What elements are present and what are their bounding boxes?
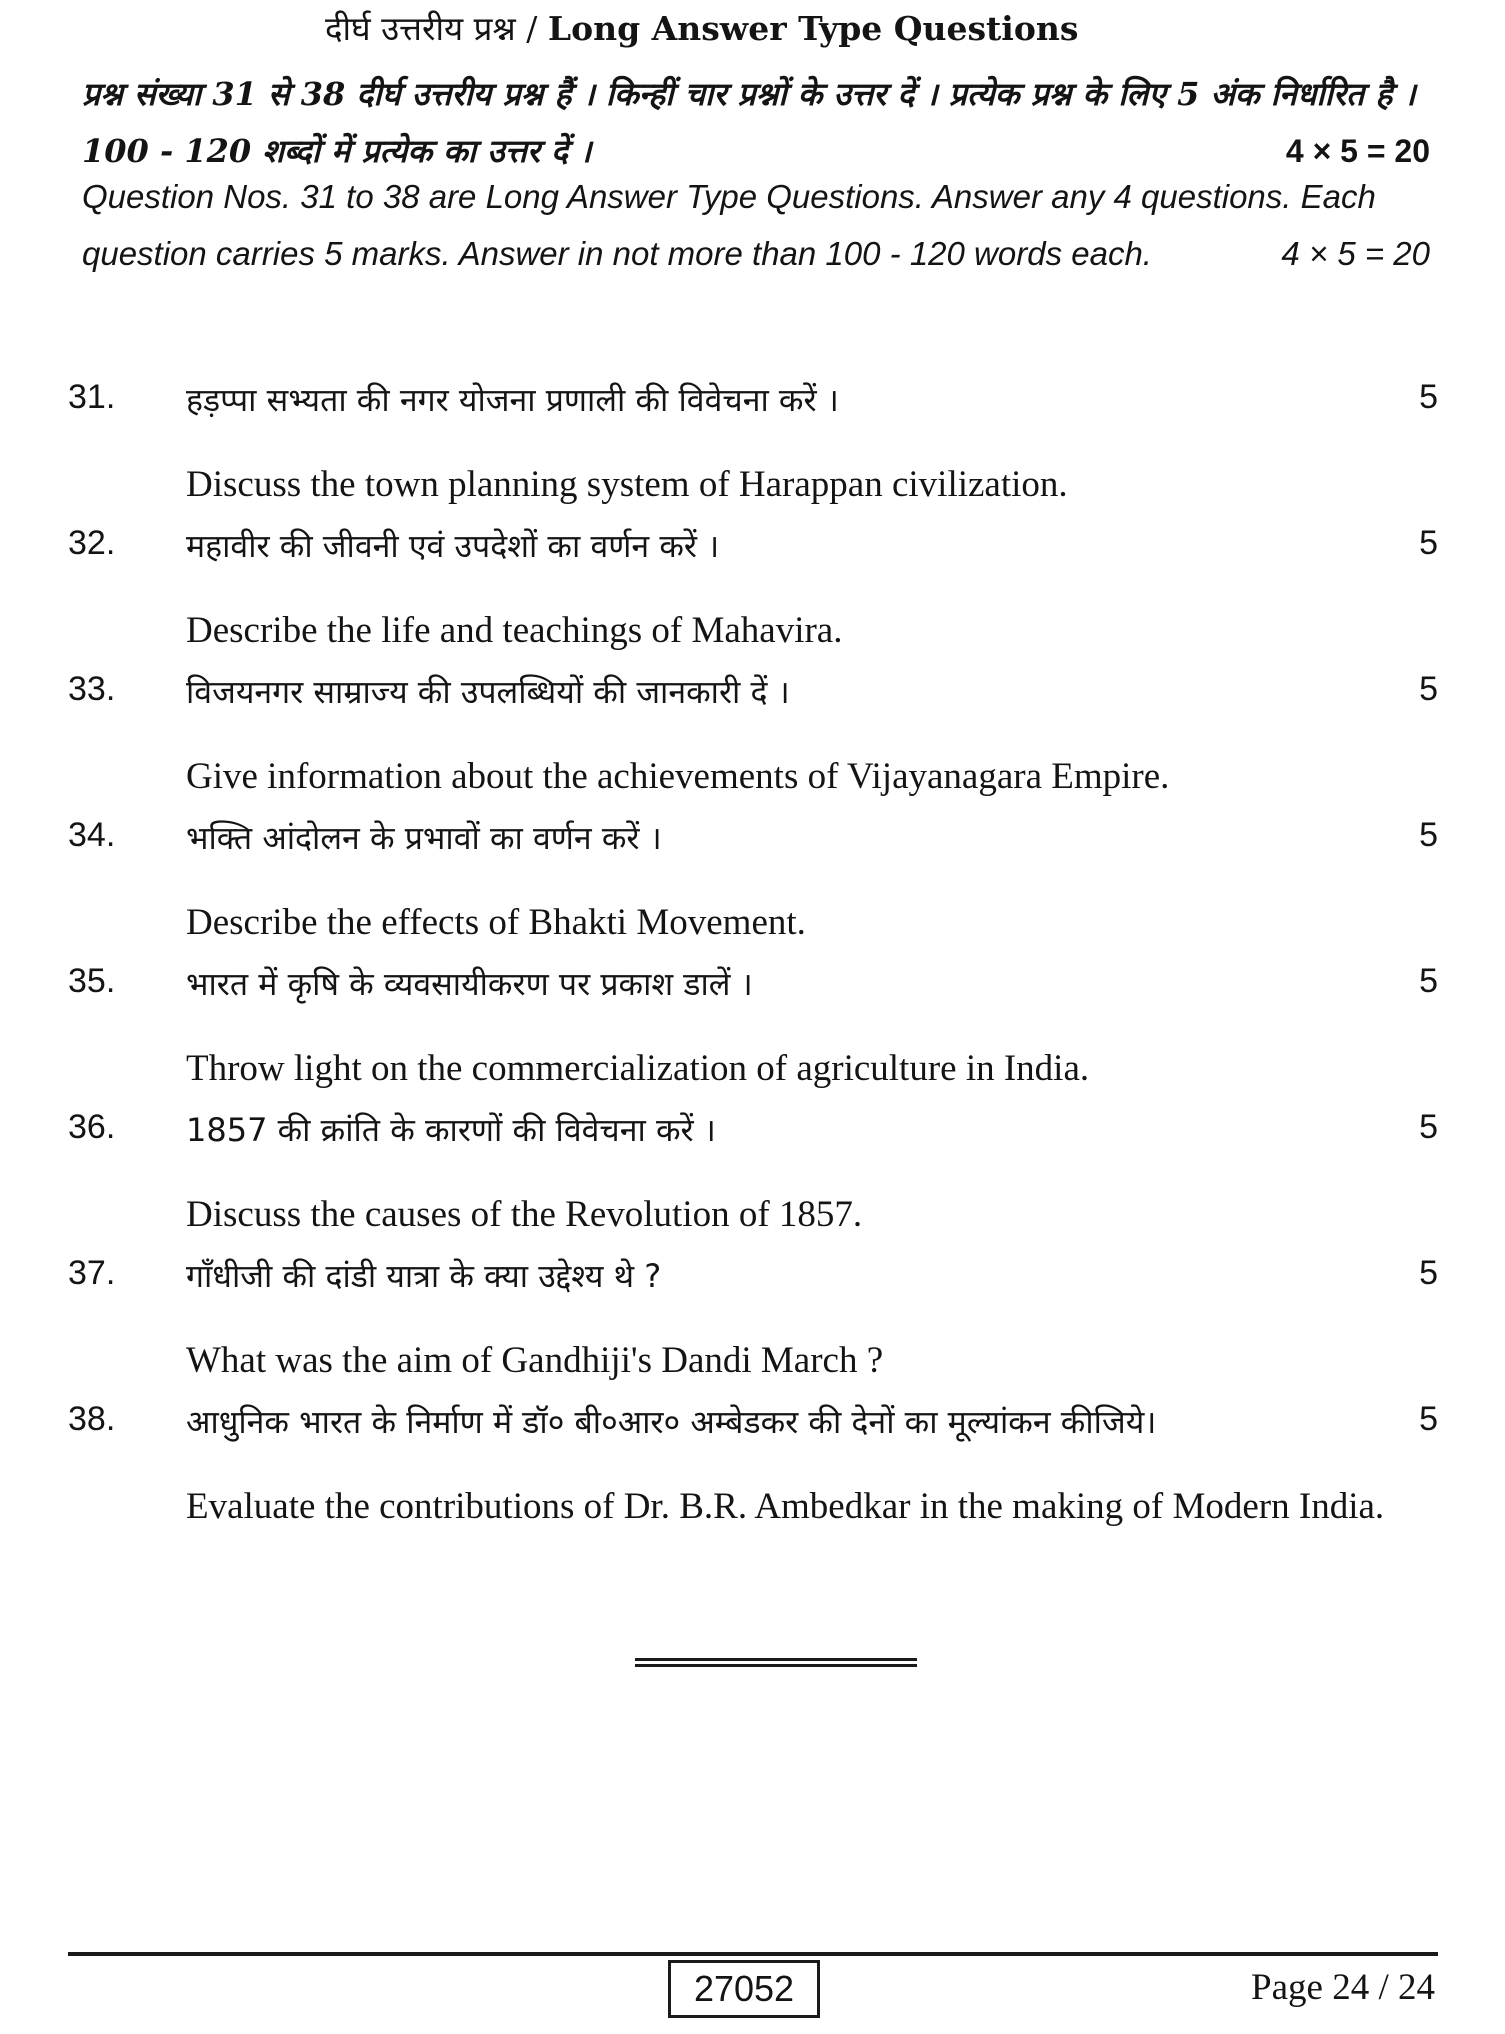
question-text-english: Give information about the achievements of Vijayanagara Empire. [186, 756, 1170, 797]
question-text-hindi: गाँधीजी की दांडी यात्रा के क्या उद्देश्य थे ? [186, 1257, 662, 1295]
footer-rule [68, 1952, 1438, 1956]
question-text-english: Throw light on the commercialization of agriculture in India. [186, 1048, 1090, 1089]
question-text-hindi: 1857 की क्रांति के कारणों की विवेचना करें । [186, 1111, 716, 1149]
instructions-english-text: Question Nos. 31 to 38 are Long Answer Type Questions. Answer any 4 questions. Each question carries 5 marks. Answer in not more than 100 - 120 words each. [82, 178, 1376, 272]
question-marks: 5 [1419, 816, 1438, 854]
question-marks: 5 [1419, 670, 1438, 708]
instructions-english [82, 168, 1430, 282]
question-number: 36. [68, 1108, 116, 1146]
question-marks: 5 [1419, 1108, 1438, 1146]
question-marks: 5 [1419, 524, 1438, 562]
section-title-separator: / [526, 9, 538, 48]
question-text-english: Describe the effects of Bhakti Movement. [186, 902, 806, 943]
instructions-english-marks: 4 × 5 = 20 [1281, 235, 1430, 272]
section-title-hindi: दीर्घ उत्तरीय प्रश्न [325, 9, 516, 48]
question-text-english: Discuss the town planning system of Harappan civilization. [186, 464, 1068, 505]
instructions-hindi-marks: 4 × 5 = 20 [1285, 133, 1430, 169]
question-text-english: Evaluate the contributions of Dr. B.R. Ambedkar in the making of Modern India. [186, 1486, 1385, 1527]
question-number: 37. [68, 1254, 116, 1292]
question-text-english: Describe the life and teachings of Mahavira. [186, 610, 843, 651]
page-number: Page 24 / 24 [1251, 1967, 1435, 2008]
paper-code-box: 27052 [668, 1960, 820, 2018]
question-text-hindi: भक्ति आंदोलन के प्रभावों का वर्णन करें । [186, 819, 662, 857]
question-number: 35. [68, 962, 116, 1000]
question-number: 31. [68, 378, 116, 416]
question-text-english: Discuss the causes of the Revolution of 1857. [186, 1194, 863, 1235]
question-text-hindi: आधुनिक भारत के निर्माण में डॉ० बी०आर० अम्बेडकर की देनों का मूल्यांकन कीजिये। [186, 1403, 1157, 1441]
question-number: 34. [68, 816, 116, 854]
question-text-hindi: भारत में कृषि के व्यवसायीकरण पर प्रकाश डालें । [186, 965, 753, 1003]
question-marks: 5 [1419, 1254, 1438, 1292]
question-number: 32. [68, 524, 116, 562]
instructions-hindi-text: प्रश्न संख्या 31 से 38 दीर्घ उत्तरीय प्रश्न हैं । किन्हीं चार प्रश्नों के उत्तर दें । प्रत्येक प्रश्न के लिए 5 अंक निर्धारित है । 100 - 120 शब्दों में प्रत्येक का उत्तर दें । [82, 75, 1416, 170]
question-marks: 5 [1419, 962, 1438, 1000]
question-marks: 5 [1419, 1400, 1438, 1438]
question-text-hindi: विजयनगर साम्राज्य की उपलब्धियों की जानकारी दें । [186, 673, 790, 711]
question-text-hindi: हड़प्पा सभ्यता की नगर योजना प्रणाली की विवेचना करें । [186, 381, 839, 419]
question-text-hindi: महावीर की जीवनी एवं उपदेशों का वर्णन करें । [186, 527, 720, 565]
section-title-english: Long Answer Type Questions [547, 9, 1079, 48]
question-number: 38. [68, 1400, 116, 1438]
question-number: 33. [68, 670, 116, 708]
section-heading [325, 0, 1078, 58]
end-divider [635, 1658, 917, 1667]
question-marks: 5 [1419, 378, 1438, 416]
question-text-english: What was the aim of Gandhiji's Dandi March ? [186, 1340, 884, 1381]
instructions-hindi [82, 66, 1430, 180]
